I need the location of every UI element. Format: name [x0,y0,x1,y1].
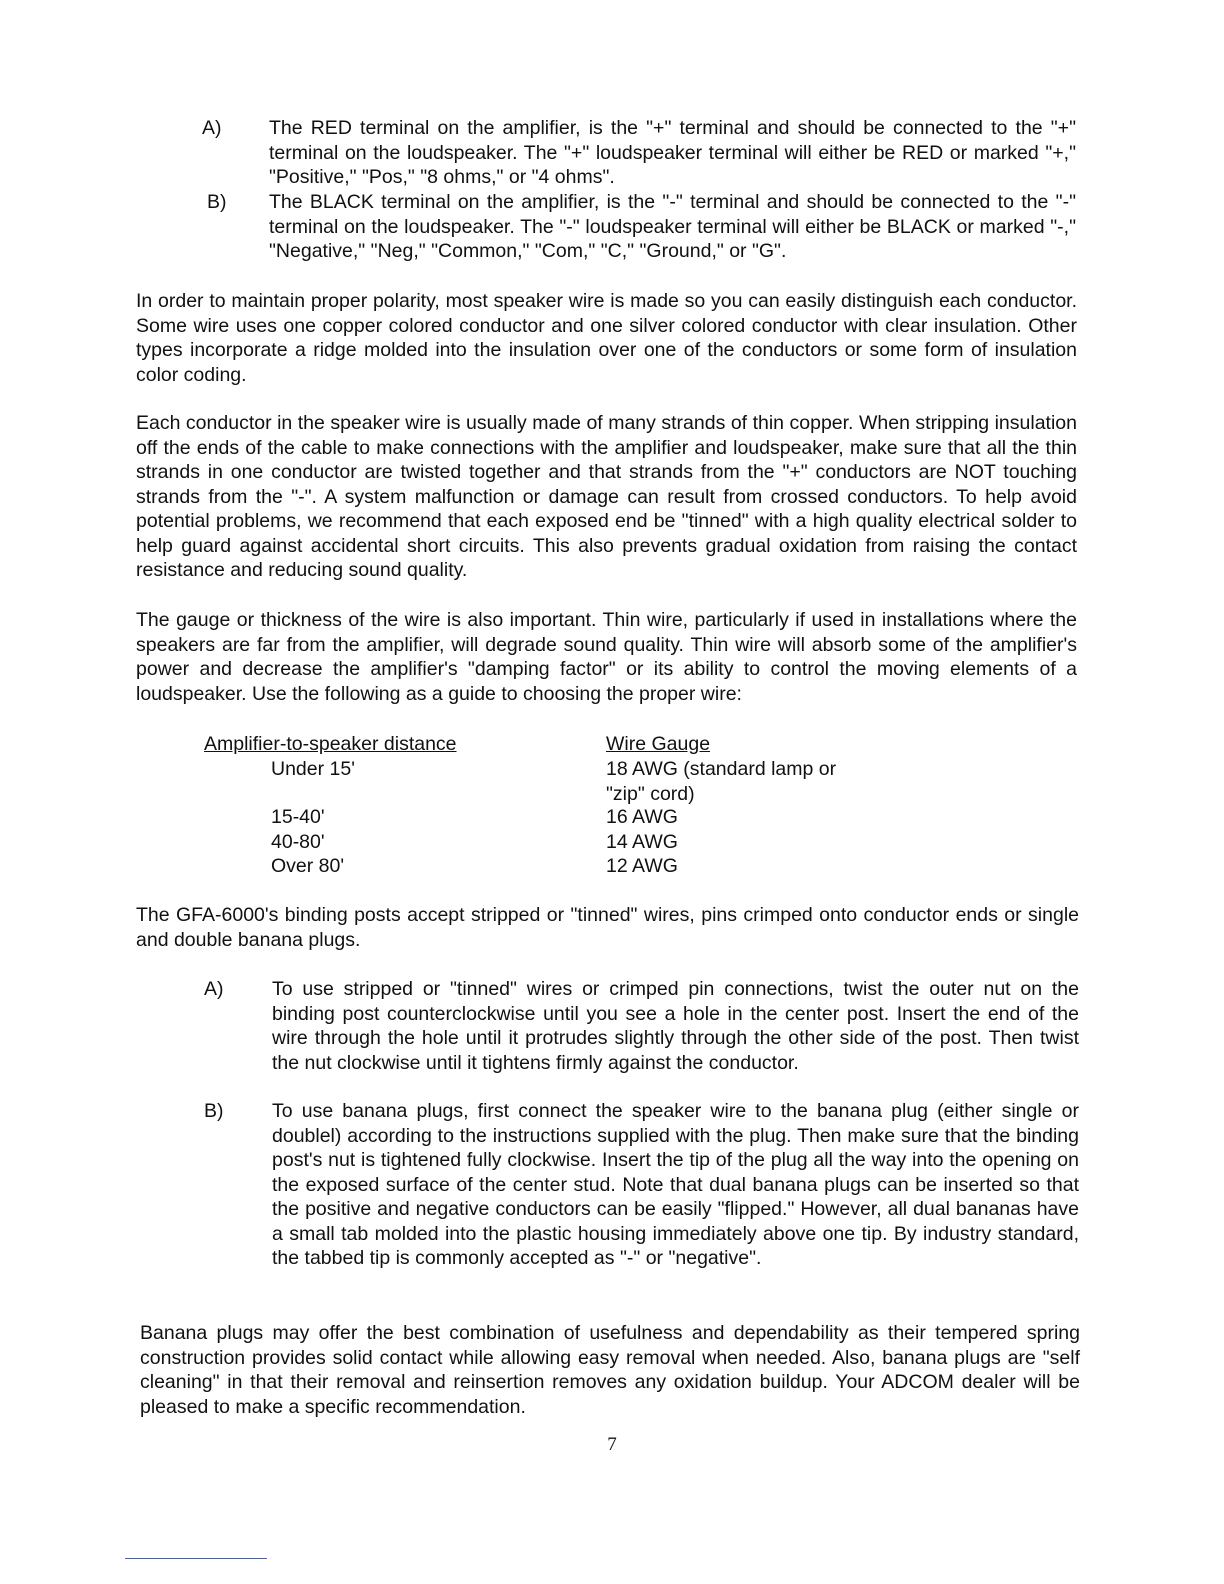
banana-closing-paragraph: Banana plugs may offer the best combination of usefulness and dependability as their tempered spring construction provides solid contact while allowing easy removal when needed. Also, banana plugs are "self cleaning" in that their removal and reinsertion removes any oxidation buildup. Your ADCOM dealer will be pleased to make a specific recommendation. [140,1322,1080,1418]
list-label: B) [207,191,227,213]
gauge-cell: 16 AWG [606,806,678,828]
gauge-cell: 14 AWG [606,831,678,853]
list-text: The RED terminal on the amplifier, is the "+" terminal and should be connected to the "+" terminal on the loudspeaker. The "+" loudspeaker terminal will either be RED or marked "+," "Positive," "Pos," "8 ohms," or "4 ohms". [269,117,1076,188]
list-text: The BLACK terminal on the amplifier, is the "-" terminal and should be connected to the "-" terminal on the loudspeaker. The "-" loudspeaker terminal will either be BLACK or marked "-," "Negative," "Neg," "Common," "Com," "C," "Ground," or "G". [269,191,1076,262]
page-number: 7 [607,1434,617,1455]
gauge-paragraph: The gauge or thickness of the wire is also important. Thin wire, particularly if used in installations where the speakers are far from the amplifier, will degrade sound quality. Thin wire will absorb some of the amplifier's power and decrease the amplifier's "damping factor" or its ability to control the moving elements of a loudspeaker. Use the following as a guide to choosing the proper wire: [136,609,1077,705]
gauge-cell: 18 AWG (standard lamp or "zip" cord) [606,758,837,805]
list-label: A) [204,978,224,1000]
list-label: B) [204,1100,224,1122]
gauge-cell: 12 AWG [606,855,678,877]
terminal-item-black [207,190,1076,264]
distance-cell: 15-40' [271,806,325,828]
connection-item-stripped [204,977,1079,1075]
list-label: A) [202,117,222,139]
stripping-paragraph: Each conductor in the speaker wire is usually made of many strands of thin copper. When stripping insulation off the ends of the cable to make connections with the amplifier and loudspeaker, make sure that all the thin strands in one conductor are twisted together and that strands from the "+" conductors are NOT touching strands from the "-". A system malfunction or damage can result from crossed conductors. To help avoid potential problems, we recommend that each exposed end be "tinned" with a high quality electrical solder to help guard against accidental short circuits. This also prevents gradual oxidation from raising the contact resistance and reducing sound quality. [136,412,1077,581]
distance-cell: Over 80' [271,855,345,877]
header-distance: Amplifier-to-speaker distance [204,733,457,755]
header-gauge: Wire Gauge [606,733,711,755]
binding-posts-paragraph: The GFA-6000's binding posts accept stripped or "tinned" wires, pins crimped onto conductor ends or single and double banana plugs. [136,904,1079,951]
polarity-paragraph: In order to maintain proper polarity, most speaker wire is made so you can easily distinguish each conductor. Some wire uses one copper colored conductor and one silver colored conductor with clear insulation. Other types incorporate a ridge molded into the insulation over one of the conductors or some form of insulation color coding. [136,290,1077,386]
connection-item-banana [204,1099,1079,1271]
list-text: To use banana plugs, first connect the speaker wire to the banana plug (either single or doublel) according to the instructions supplied with the plug. Then make sure that the binding post's nut is tightened fully clockwise. Insert the tip of the plug all the way into the opening on the exposed surface of the center stud. Note that dual banana plugs can be inserted so that the positive and negative conductors can be easily "flipped." However, all dual bananas have a small tab molded into the plastic housing immediately above one tip. By industry standard, the tabbed tip is commonly accepted as "-" or "negative". [272,1100,1079,1269]
distance-cell: 40-80' [271,831,325,853]
terminal-item-red [202,116,1076,190]
list-text: To use stripped or "tinned" wires or crimped pin connections, twist the outer nut on the binding post counterclockwise until you see a hole in the center post. Insert the end of the wire through the hole until it protrudes slightly through the other side of the post. Then twist the nut clockwise until it tightens firmly against the conductor. [272,978,1079,1074]
footnote-rule [125,1558,267,1559]
distance-cell: Under 15' [271,758,355,780]
